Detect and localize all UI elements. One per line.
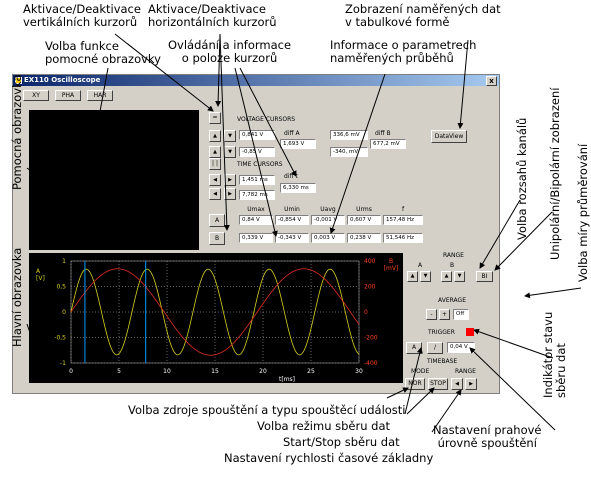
diff-a-field: 1,693 V <box>280 139 316 149</box>
uavg-header: Uavg <box>320 206 336 213</box>
oscilloscope-window <box>12 74 500 394</box>
time-cursor1-left-button[interactable]: ◀ <box>209 174 221 186</box>
channel-a-uavg: -0,001 V <box>311 215 345 225</box>
left-axis-label: A <box>36 268 41 275</box>
umax-header: Umax <box>247 206 265 213</box>
diff-b-field: 677,2 mV <box>370 139 406 149</box>
xy-button[interactable]: XY <box>23 90 49 101</box>
right-axis-tick-label: -200 <box>364 334 378 342</box>
range-label: RANGE <box>443 252 464 259</box>
left-axis-label: [V] <box>36 275 45 282</box>
timebase-faster-button[interactable]: ▶ <box>465 378 477 390</box>
annotation-average-select: Volba míry průměrování <box>576 143 590 282</box>
right-axis-tick-label: 200 <box>364 283 376 291</box>
annotation-threshold: Nastavení prahové úrovně spouštění <box>433 423 542 450</box>
left-axis-tick-label: -0,5 <box>54 334 66 342</box>
time-cursor2-left-button[interactable]: ◀ <box>209 188 221 200</box>
average-plus-button[interactable]: + <box>439 309 450 320</box>
annotation-aux-screen: Pomocná obrazovka <box>10 74 24 190</box>
annotation-parameter-info: Informace o parametrech naměřených průběhů <box>330 38 477 65</box>
voltage-cursors-label: VOLTAGE CURSORS <box>237 116 296 123</box>
mode-label: MODE <box>411 368 430 375</box>
dataview-button[interactable]: DataView <box>431 130 467 143</box>
annotation-status-indicator: Indikátor stavu sběru dat <box>541 311 568 398</box>
annotation-aux-function: Volba funkce pomocné obrazovky <box>45 39 161 66</box>
annotation-uni-bipolar: Unipolární/Bipolární zobrazení <box>548 87 562 260</box>
x-axis-tick-label: 20 <box>259 368 267 375</box>
cursor2-up-button[interactable]: ▲ <box>209 146 221 158</box>
callout-line <box>525 288 581 296</box>
trigger-source-button[interactable]: A <box>406 342 422 354</box>
param-channel-a-button[interactable]: A <box>209 214 225 227</box>
channel-a-umin: -0,854 V <box>275 215 309 225</box>
diff-t-label: diff t <box>284 173 298 180</box>
trigger-level-field[interactable]: 0,04 V <box>447 342 475 353</box>
x-axis-label: t[ms] <box>279 376 296 383</box>
voltage-cursor2-field: -0,85 V <box>239 147 275 157</box>
channel-b-cursor2-field: -340, mV <box>330 147 368 157</box>
time-cursor1-right-button[interactable]: ▶ <box>224 174 236 186</box>
x-axis-tick-label: 0 <box>69 368 73 375</box>
urms-header: Urms <box>356 206 372 213</box>
trigger-edge-button[interactable]: / <box>427 342 443 354</box>
cursor1-up-button[interactable]: ▲ <box>209 130 221 142</box>
range-b-down-button[interactable]: ▼ <box>454 271 465 282</box>
trigger-status-indicator <box>466 328 474 336</box>
range-a-label: A <box>418 262 423 269</box>
right-axis-label: B <box>388 258 394 265</box>
voltage-cursor-toggle-button[interactable]: = <box>209 112 221 124</box>
left-axis-tick-label: 1 <box>62 258 66 265</box>
channel-b-cursor1-field: 336,6 mV <box>330 130 368 140</box>
window-title: EX110 Oscilloscope <box>24 76 101 84</box>
x-axis-tick-label: 15 <box>211 368 219 375</box>
umin-header: Umin <box>284 206 300 213</box>
average-value-field: Off <box>453 309 469 320</box>
bipolar-button[interactable]: BI <box>476 271 493 282</box>
time-cursor1-field: 1,451 ms <box>239 175 275 185</box>
annotation-main-screen: Hlavní obrazovka <box>10 247 24 347</box>
average-label: AVERAGE <box>438 297 466 304</box>
channel-a-umax: 0,84 V <box>239 215 273 225</box>
right-axis-tick-label: -400 <box>364 360 378 367</box>
channel-a-urms: 0,607 V <box>347 215 381 225</box>
left-axis-tick-label: 0 <box>62 309 66 316</box>
left-axis-tick-label: 0,5 <box>56 283 66 291</box>
diff-t-field: 6,330 ms <box>280 183 316 193</box>
mode-nor-button[interactable]: NOR <box>405 378 425 390</box>
annotation-start-stop: Start/Stop sběru dat <box>283 435 400 449</box>
time-cursors-label: TIME CURSORS <box>237 161 283 168</box>
start-stop-button[interactable]: STOP <box>428 378 448 390</box>
window-titlebar <box>13 75 499 86</box>
voltage-cursor1-field: 0,841 V <box>239 130 275 140</box>
cursor1-down-button[interactable]: ▼ <box>224 130 236 142</box>
pha-button[interactable]: PHA <box>55 90 81 101</box>
cursor2-down-button[interactable]: ▼ <box>224 146 236 158</box>
auxiliary-screen <box>29 110 199 250</box>
diff-a-label: diff A <box>284 130 300 137</box>
timebase-slower-button[interactable]: ◀ <box>451 378 463 390</box>
annotation-mode-select: Volba režimu sběru dat <box>257 419 391 433</box>
channel-b-urms: 0,238 V <box>347 233 381 243</box>
time-cursor2-right-button[interactable]: ▶ <box>224 188 236 200</box>
frequency-header: f <box>401 206 405 213</box>
trigger-label: TRIGGER <box>428 329 455 336</box>
annotation-vertical-cursors: Aktivace/Deaktivace vertikálních kurzorů <box>23 2 141 29</box>
x-axis-tick-label: 5 <box>117 368 121 375</box>
time-cursor2-field: 7,782 ms <box>239 190 275 200</box>
annotation-horizontal-cursors: Aktivace/Deaktivace horizontálních kurzorů <box>148 2 277 29</box>
param-channel-b-button[interactable]: B <box>209 232 225 245</box>
har-button[interactable]: HAR <box>87 90 113 101</box>
right-axis-tick-label: 0 <box>364 309 368 316</box>
annotation-trigger-source: Volba zdroje spouštění a typu spouštěcí události <box>128 403 406 417</box>
average-minus-button[interactable]: - <box>426 309 437 320</box>
right-axis-tick-label: 400 <box>364 258 376 265</box>
x-axis-tick-label: 10 <box>163 368 171 375</box>
time-cursor-toggle-button[interactable]: | | <box>209 158 221 170</box>
timebase-range-label: RANGE <box>455 368 476 375</box>
main-screen <box>29 253 403 383</box>
annotation-timebase-speed: Nastavení rychlosti časové základny <box>224 451 434 465</box>
channel-b-uavg: 0,003 V <box>311 233 345 243</box>
channel-b-umin: -0,343 V <box>275 233 309 243</box>
x-axis-tick-label: 25 <box>307 368 315 375</box>
range-a-down-button[interactable]: ▼ <box>420 271 431 282</box>
channel-b-umax: 0,339 V <box>239 233 273 243</box>
annotation-range-select: Volba rozsahů kanálů <box>515 117 529 240</box>
range-b-label: B <box>450 262 455 269</box>
range-b-up-button[interactable]: ▲ <box>441 271 452 282</box>
annotation-data-table: Zobrazení naměřených dat v tabulkové formě <box>345 2 501 29</box>
range-a-up-button[interactable]: ▲ <box>407 271 418 282</box>
right-axis-label: [mV] <box>383 265 399 272</box>
diff-b-label: diff B <box>375 130 391 137</box>
close-button[interactable]: x <box>486 76 497 86</box>
timebase-label: TIMEBASE <box>427 358 458 365</box>
left-axis-tick-label: -1 <box>60 360 66 367</box>
channel-b-frequency: 51,546 Hz <box>383 233 423 243</box>
annotation-cursor-control: Ovládání a informace o poloze kurzorů <box>168 38 292 65</box>
channel-a-frequency: 157,48 Hz <box>383 215 423 225</box>
x-axis-tick-label: 30 <box>355 368 363 375</box>
